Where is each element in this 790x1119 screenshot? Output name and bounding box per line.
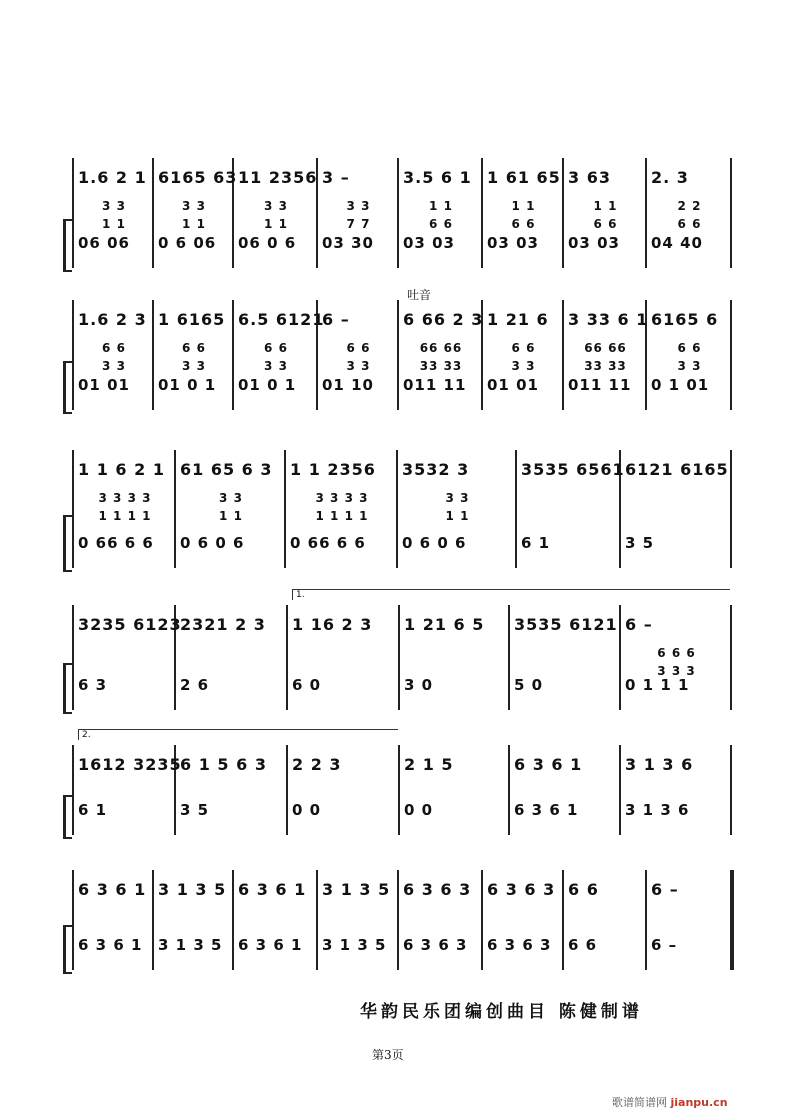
bass-measure: 0 1 01 xyxy=(651,376,710,394)
chord-upper: 6 6 6 xyxy=(657,646,696,660)
barline xyxy=(72,300,74,410)
barline xyxy=(72,450,74,568)
bass-measure: 6 0 xyxy=(292,676,322,694)
barline xyxy=(397,158,399,268)
barline xyxy=(316,870,318,970)
bass-measure: 3 1 3 6 xyxy=(625,801,690,819)
bass-measure: 6 3 6 3 xyxy=(487,936,552,954)
bass-measure: 0 66 6 6 xyxy=(78,534,154,552)
barline xyxy=(396,450,398,568)
chord-upper: 2 2 xyxy=(677,199,702,213)
bass-measure: 6 3 6 1 xyxy=(78,936,143,954)
system-bracket xyxy=(63,925,72,974)
bass-measure: 6 6 xyxy=(568,936,598,954)
barline xyxy=(72,605,74,710)
chord-lower: 1 1 xyxy=(102,217,126,231)
bass-measure: 6 1 xyxy=(78,801,108,819)
bass-measure: 3 1 3 5 xyxy=(322,936,387,954)
melody-measure: 3 – xyxy=(322,168,350,187)
barline xyxy=(481,870,483,970)
melody-measure: 6 3 6 3 xyxy=(487,880,556,899)
bass-measure: 5 0 xyxy=(514,676,544,694)
barline xyxy=(152,300,154,410)
melody-measure: 2. 3 xyxy=(651,168,689,187)
barline xyxy=(72,158,74,268)
melody-measure: 6 – xyxy=(651,880,679,899)
barline xyxy=(730,870,734,970)
chord-lower: 1 1 xyxy=(182,217,206,231)
barline xyxy=(645,870,647,970)
melody-measure: 1.6 2 1 xyxy=(78,168,147,187)
melody-measure: 1612 3235 xyxy=(78,755,182,774)
barline xyxy=(284,450,286,568)
bass-measure: 03 30 xyxy=(322,234,374,252)
barline xyxy=(562,300,564,410)
bass-measure: 01 0 1 xyxy=(158,376,217,394)
barline xyxy=(398,605,400,710)
chord-upper: 3 3 xyxy=(102,199,126,213)
melody-measure: 3235 6123 xyxy=(78,615,182,634)
chord-upper: 66 66 xyxy=(584,341,627,355)
chord-lower: 3 3 xyxy=(346,359,371,373)
articulation-mark: 吐音 xyxy=(407,288,432,302)
chord-upper: 6 6 xyxy=(102,341,126,355)
melody-measure: 3.5 6 1 xyxy=(403,168,472,187)
bass-measure: 03 03 xyxy=(403,234,455,252)
bass-measure: 6 1 xyxy=(521,534,551,552)
barline xyxy=(286,745,288,835)
barline xyxy=(397,870,399,970)
chord-lower: 7 7 xyxy=(346,217,371,231)
chord-upper: 3 3 3 3 xyxy=(315,491,369,505)
watermark xyxy=(612,1094,728,1110)
chord-upper: 6 6 xyxy=(264,341,288,355)
bass-measure: 03 03 xyxy=(568,234,620,252)
melody-measure: 1 21 6 xyxy=(487,310,549,329)
melody-measure: 3 63 xyxy=(568,168,611,187)
chord-lower: 6 6 xyxy=(511,217,536,231)
chord-upper: 1 1 xyxy=(511,199,536,213)
melody-measure: 3532 3 xyxy=(402,460,470,479)
system-bracket xyxy=(63,795,72,840)
barline xyxy=(619,605,621,710)
bass-measure: 3 1 3 5 xyxy=(158,936,223,954)
chord-upper: 6 6 xyxy=(346,341,371,355)
bass-measure: 3 5 xyxy=(180,801,210,819)
bass-measure: 01 0 1 xyxy=(238,376,297,394)
barline xyxy=(730,158,732,268)
bass-measure: 6 3 xyxy=(78,676,108,694)
volta-bracket: 1. xyxy=(292,589,730,600)
melody-measure: 6 3 6 3 xyxy=(403,880,472,899)
melody-measure: 6 3 6 1 xyxy=(78,880,147,899)
barline xyxy=(72,745,74,835)
melody-measure: 3535 6561 xyxy=(521,460,625,479)
chord-lower: 3 3 xyxy=(102,359,126,373)
chord-upper: 6 6 xyxy=(182,341,206,355)
melody-measure: 6 6 xyxy=(568,880,599,899)
chord-upper: 66 66 xyxy=(419,341,463,355)
bass-measure: 01 10 xyxy=(322,376,374,394)
melody-measure: 2 1 5 xyxy=(404,755,454,774)
barline xyxy=(562,158,564,268)
chord-lower: 33 33 xyxy=(419,359,463,373)
barline xyxy=(152,870,154,970)
bass-measure: 0 1 1 1 xyxy=(625,676,690,694)
melody-measure: 6121 6165 xyxy=(625,460,729,479)
melody-measure: 1 61 65 xyxy=(487,168,561,187)
chord-lower: 1 1 xyxy=(219,509,243,523)
chord-lower: 6 6 xyxy=(593,217,618,231)
chord-lower: 3 3 3 xyxy=(657,664,696,678)
melody-measure: 6 3 6 1 xyxy=(514,755,583,774)
bass-measure: 2 6 xyxy=(180,676,210,694)
bass-measure: 0 6 0 6 xyxy=(402,534,467,552)
chord-upper: 6 6 xyxy=(511,341,536,355)
system-bracket xyxy=(63,663,72,714)
melody-measure: 3 1 3 5 xyxy=(322,880,391,899)
bass-measure: 6 3 6 3 xyxy=(403,936,468,954)
melody-measure: 3 1 3 6 xyxy=(625,755,694,774)
bass-measure: 3 5 xyxy=(625,534,655,552)
chord-lower: 1 1 1 1 xyxy=(98,509,152,523)
page-number: 第3页 xyxy=(372,1048,404,1062)
chord-lower: 3 3 xyxy=(677,359,702,373)
bass-measure: 04 40 xyxy=(651,234,703,252)
chord-lower: 3 3 xyxy=(264,359,288,373)
melody-measure: 61 65 6 3 xyxy=(180,460,273,479)
barline xyxy=(730,605,732,710)
bass-measure: 0 6 06 xyxy=(158,234,217,252)
melody-measure: 2 2 3 xyxy=(292,755,342,774)
chord-upper: 1 1 xyxy=(429,199,453,213)
bass-measure: 0 6 0 6 xyxy=(180,534,245,552)
watermark-logo: jianpu.cn xyxy=(670,1096,728,1109)
melody-measure: 3535 6121 xyxy=(514,615,618,634)
barline xyxy=(562,870,564,970)
chord-upper: 3 3 3 3 xyxy=(98,491,152,505)
melody-measure: 6165 6 xyxy=(651,310,719,329)
barline xyxy=(508,605,510,710)
barline xyxy=(730,745,732,835)
melody-measure: 1 1 2356 xyxy=(290,460,376,479)
chord-lower: 1 1 1 1 xyxy=(315,509,369,523)
bass-measure: 011 11 xyxy=(568,376,632,394)
chord-lower: 6 6 xyxy=(429,217,453,231)
melody-measure: 1 1 6 2 1 xyxy=(78,460,165,479)
chord-upper: 3 3 xyxy=(182,199,206,213)
melody-measure: 1 16 2 3 xyxy=(292,615,373,634)
melody-measure: 6 – xyxy=(625,615,653,634)
bass-measure: 0 0 xyxy=(292,801,322,819)
chord-lower: 3 3 xyxy=(511,359,536,373)
melody-measure: 2321 2 3 xyxy=(180,615,266,634)
footer-credit: 华韵民乐团编创曲目 陈健制谱 xyxy=(360,1002,643,1022)
barline xyxy=(232,870,234,970)
barline xyxy=(397,300,399,410)
barline xyxy=(508,745,510,835)
bass-measure: 6 3 6 1 xyxy=(238,936,303,954)
chord-lower: 1 1 xyxy=(445,509,470,523)
bass-measure: 6 3 6 1 xyxy=(514,801,579,819)
volta-bracket: 2. xyxy=(78,729,398,740)
watermark-text: 歌谱简谱网 xyxy=(612,1096,667,1109)
melody-measure: 3 33 6 1 xyxy=(568,310,649,329)
barline xyxy=(730,300,732,410)
melody-measure: 6 66 2 3 xyxy=(403,310,484,329)
melody-measure: 3 1 3 5 xyxy=(158,880,227,899)
chord-upper: 1 1 xyxy=(593,199,618,213)
chord-upper: 3 3 xyxy=(219,491,243,505)
system-bracket xyxy=(63,515,72,572)
chord-upper: 3 3 xyxy=(445,491,470,505)
melody-measure: 6165 63 xyxy=(158,168,238,187)
bass-measure: 01 01 xyxy=(78,376,130,394)
barline xyxy=(174,450,176,568)
chord-lower: 3 3 xyxy=(182,359,206,373)
barline xyxy=(619,745,621,835)
barline xyxy=(730,450,732,568)
bass-measure: 01 01 xyxy=(487,376,539,394)
barline xyxy=(152,158,154,268)
melody-measure: 6 – xyxy=(322,310,350,329)
chord-upper: 6 6 xyxy=(677,341,702,355)
bass-measure: 03 03 xyxy=(487,234,539,252)
bass-measure: 6 – xyxy=(651,936,678,954)
chord-lower: 1 1 xyxy=(264,217,288,231)
barline xyxy=(232,300,234,410)
melody-measure: 1 6165 xyxy=(158,310,226,329)
bass-measure: 0 0 xyxy=(404,801,434,819)
chord-lower: 6 6 xyxy=(677,217,702,231)
chord-upper: 3 3 xyxy=(264,199,288,213)
melody-measure: 1 21 6 5 xyxy=(404,615,485,634)
bass-measure: 0 66 6 6 xyxy=(290,534,366,552)
barline xyxy=(286,605,288,710)
bass-measure: 06 06 xyxy=(78,234,130,252)
bass-measure: 3 0 xyxy=(404,676,434,694)
bass-measure: 06 0 6 xyxy=(238,234,297,252)
chord-upper: 3 3 xyxy=(346,199,371,213)
barline xyxy=(72,870,74,970)
melody-measure: 6 1 5 6 3 xyxy=(180,755,267,774)
system-bracket xyxy=(63,361,72,415)
chord-lower: 33 33 xyxy=(584,359,627,373)
barline xyxy=(481,158,483,268)
barline xyxy=(515,450,517,568)
melody-measure: 6.5 6121 xyxy=(238,310,325,329)
melody-measure: 6 3 6 1 xyxy=(238,880,307,899)
system-bracket xyxy=(63,219,72,273)
barline xyxy=(398,745,400,835)
melody-measure: 11 2356 xyxy=(238,168,318,187)
bass-measure: 011 11 xyxy=(403,376,467,394)
barline xyxy=(645,158,647,268)
melody-measure: 1.6 2 3 xyxy=(78,310,147,329)
